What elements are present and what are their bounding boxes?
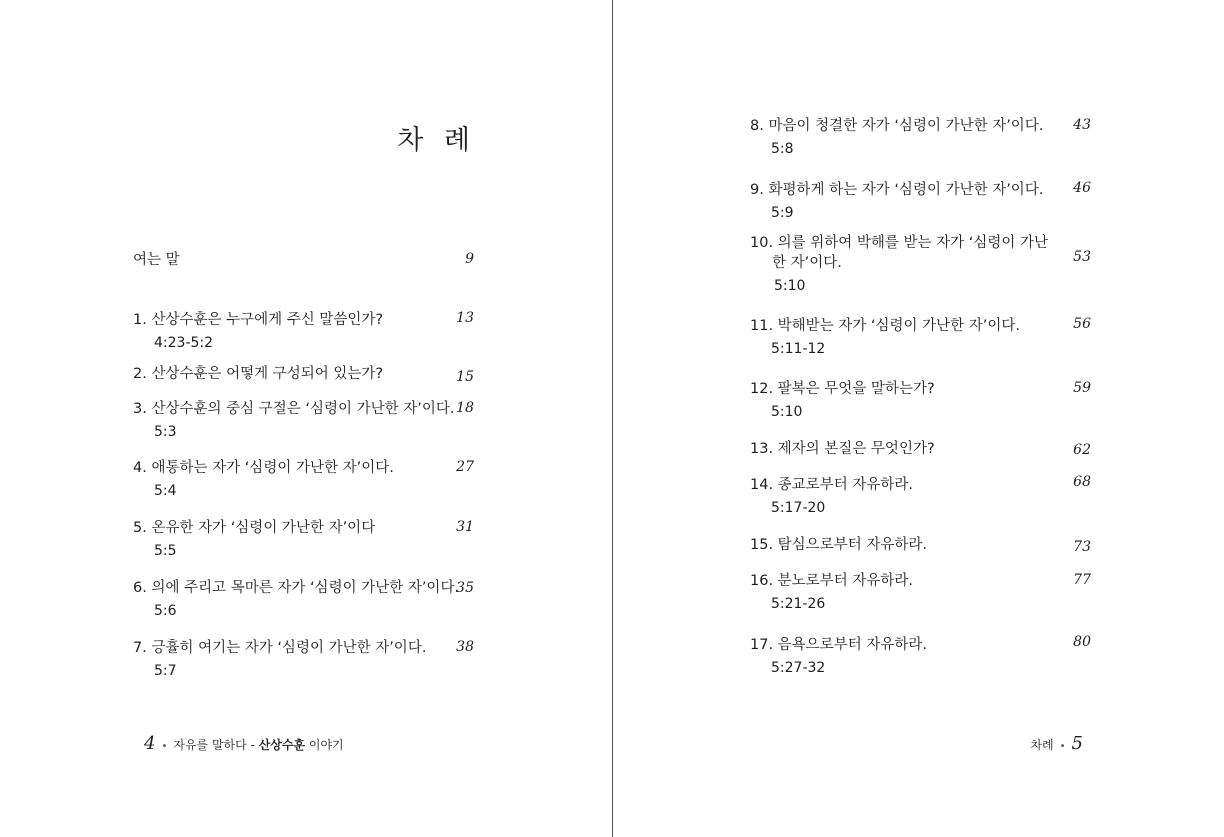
toc-entry: [750, 116, 1043, 159]
toc-entry: [133, 310, 383, 353]
toc-entry: [133, 250, 180, 270]
footer-book-title-bold: 산상수훈: [258, 738, 306, 752]
toc-entry: [750, 180, 1043, 223]
toc-entry: [133, 399, 454, 442]
toc-entry: [750, 439, 935, 459]
toc-page-number: 46: [1073, 180, 1091, 196]
toc-page-number: 59: [1073, 380, 1091, 396]
toc-entry-verse: 4:23-5:2: [154, 335, 214, 351]
toc-page-number: 27: [456, 459, 474, 475]
toc-entry-verse: 5:10: [774, 278, 806, 294]
toc-entry-title: 13. 제자의 본질은 무엇인가?: [750, 441, 935, 457]
toc-entry-title: 12. 팔복은 무엇을 말하는가?: [750, 381, 935, 397]
toc-entry: [750, 316, 1020, 359]
toc-entry: [750, 571, 913, 614]
toc-page-number: 56: [1073, 316, 1091, 332]
footer-bullet: •: [161, 741, 168, 752]
footer-bullet: •: [1059, 741, 1066, 752]
toc-page-number: 15: [456, 369, 474, 385]
footer-book-title-suffix: 이야기: [305, 738, 344, 752]
toc-entry-verse: 5:10: [771, 404, 803, 420]
toc-entry-verse: 5:17-20: [771, 500, 826, 516]
toc-entry-title: 1. 산상수훈은 누구에게 주신 말씀인가?: [133, 312, 384, 328]
toc-entry-verse: 5:21-26: [771, 596, 826, 612]
toc-page-number: 43: [1073, 117, 1091, 133]
toc-entry: [750, 635, 927, 678]
toc-entry-title: 4. 애통하는 자가 ‘심령이 가난한 자’이다.: [133, 460, 394, 476]
toc-page-number: 68: [1073, 474, 1091, 490]
toc-page-number: 73: [1073, 539, 1091, 555]
toc-entry: [133, 638, 426, 681]
toc-entry: [750, 379, 935, 422]
toc-entry-verse: 5:8: [771, 141, 794, 157]
toc-entry-title: 16. 분노로부터 자유하라.: [750, 573, 913, 589]
toc-entry-verse: 5:5: [154, 543, 177, 559]
toc-entry-title: 2. 산상수훈은 어떻게 구성되어 있는가?: [133, 366, 384, 382]
toc-entry-title: 14. 종교로부터 자유하라.: [750, 477, 913, 493]
footer-book-title: [173, 736, 343, 753]
toc-entry-title: 15. 탐심으로부터 자유하라.: [750, 537, 927, 553]
running-footer: [1030, 733, 1083, 754]
toc-entry: [133, 518, 375, 561]
toc-entry-verse: 5:4: [154, 483, 177, 499]
toc-entry: [750, 233, 1050, 296]
toc-page-number: 38: [456, 639, 474, 655]
toc-page-number: 77: [1073, 572, 1091, 588]
toc-entry-verse: 5:6: [154, 603, 177, 619]
toc-entry-verse: 5:11-12: [771, 341, 826, 357]
toc-entry-verse: 5:27-32: [771, 660, 826, 676]
toc-entry-title: 8. 마음이 청결한 자가 ‘심령이 가난한 자’이다.: [750, 118, 1044, 134]
toc-page-number: 53: [1073, 249, 1091, 265]
toc-page-number: 9: [465, 251, 474, 267]
toc-entry: [133, 578, 459, 621]
toc-entry-title: 9. 화평하게 하는 자가 ‘심령이 가난한 자’이다.: [750, 182, 1044, 198]
toc-entry-verse: 5:3: [154, 424, 177, 440]
toc-entry: [750, 475, 913, 518]
toc-entry-title: 5. 온유한 자가 ‘심령이 가난한 자’이다: [133, 520, 376, 536]
toc-page-number: 31: [456, 519, 474, 535]
toc-entry: [133, 364, 383, 384]
toc-entry-title: 3. 산상수훈의 중심 구절은 ‘심령이 가난한 자’이다.: [133, 401, 455, 417]
footer-section-label: 차례: [1030, 738, 1054, 752]
toc-entry-verse: 5:7: [154, 663, 177, 679]
toc-page-number: 80: [1073, 634, 1091, 650]
toc-entry-title: 여는 말: [133, 252, 180, 268]
toc-entry-title: 17. 음욕으로부터 자유하라.: [750, 637, 927, 653]
toc-page-number: 35: [456, 580, 474, 596]
toc-page-number: 13: [456, 310, 474, 326]
toc-entry-title: 6. 의에 주리고 목마른 자가 ‘심령이 가난한 자’이다.: [133, 580, 460, 596]
toc-entry: [750, 535, 927, 555]
toc-page-number: 18: [456, 400, 474, 416]
right-page: [613, 0, 1224, 837]
toc-entry-title: 7. 긍휼히 여기는 자가 ‘심령이 가난한 자’이다.: [133, 640, 427, 656]
footer-book-title-prefix: 자유를 말하다 -: [173, 738, 259, 752]
footer-page-number: 5: [1071, 733, 1083, 754]
toc-entry-verse: 5:9: [771, 205, 794, 221]
toc-entry-title: 10. 의를 위하여 박해를 받는 자가 ‘심령이 가난한 자’이다.: [750, 235, 1049, 271]
toc-entry: [133, 458, 394, 501]
footer-page-number: 4: [144, 733, 156, 754]
running-footer: [144, 733, 344, 754]
page-title: 차 례: [397, 125, 476, 156]
toc-page-number: 62: [1073, 442, 1091, 458]
toc-entry-title: 11. 박해받는 자가 ‘심령이 가난한 자’이다.: [750, 318, 1021, 334]
